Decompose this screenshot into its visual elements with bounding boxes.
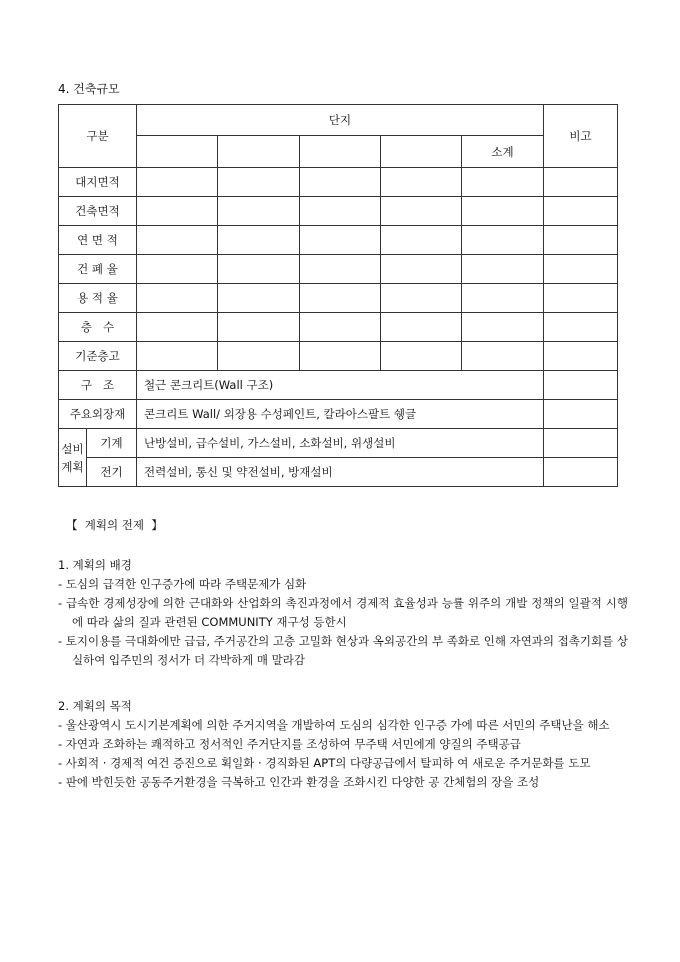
equipment-label <box>59 429 87 487</box>
purpose-title: 2. 계획의 목적 <box>58 699 132 713</box>
row-label: 건 폐 율 <box>59 255 137 284</box>
list-item: - 사회적 · 경제적 여건 증진으로 획일화 · 경직화된 APT의 다량공급에서 탈피하 여 새로운 주거문화를 도모 <box>58 756 591 770</box>
list-item: - 도심의 급격한 인구증가에 따라 주택문제가 심화 <box>58 577 307 591</box>
row-label: 용 적 율 <box>59 284 137 313</box>
blank-cell <box>218 136 300 168</box>
table-row <box>59 226 618 255</box>
background-section <box>58 556 628 670</box>
header-category: 구분 <box>59 105 137 168</box>
header-subtotal: 소계 <box>462 136 544 168</box>
header-complex: 단지 <box>137 105 544 136</box>
finish-label: 주요외장재 <box>59 400 137 429</box>
row-label: 기준층고 <box>59 342 137 371</box>
table-row <box>59 342 618 371</box>
background-title: 1. 계획의 배경 <box>58 558 132 572</box>
blank-cell <box>381 136 462 168</box>
table-row <box>59 313 618 342</box>
list-item: - 울산광역시 도시기본계획에 의한 주거지역을 개발하여 도심의 심각한 인구증 가에 따른 서민의 주택난을 해소 <box>58 718 610 732</box>
table-row <box>59 429 618 458</box>
table-row <box>59 400 618 429</box>
elec-value: 전력설비, 통신 및 약전설비, 방재설비 <box>137 458 544 487</box>
structure-label: 구 조 <box>59 371 137 400</box>
blank-cell <box>300 136 381 168</box>
building-scale-table <box>58 104 618 487</box>
section-title: 4. 건축규모 <box>58 82 120 96</box>
list-item: - 급속한 경제성장에 의한 근대화와 산업화의 촉진과정에서 경제적 효율성과 능률 위주의 개발 정책의 일괄적 시행에 따라 삶의 질과 관련된 COMMUNITY 재구성 등한시 <box>58 596 628 629</box>
table-row <box>59 255 618 284</box>
list-item: - 판에 박힌듯한 공동주거환경을 극복하고 인간과 환경을 조화시킨 다양한 공 간체험의 장을 조성 <box>58 775 540 789</box>
structure-value: 철근 콘크리트(Wall 구조) <box>137 371 544 400</box>
table-row <box>59 284 618 313</box>
row-label: 층 수 <box>59 313 137 342</box>
purpose-section <box>58 697 628 792</box>
row-label: 건축면적 <box>59 197 137 226</box>
equipment-label-line2: 계획 <box>61 459 84 474</box>
list-item: - 자연과 조화하는 쾌적하고 정서적인 주거단지를 조성하여 무주택 서민에게 양질의 주택공급 <box>58 737 521 751</box>
equipment-label-line1: 설비 <box>61 441 84 456</box>
list-item: - 토지이용를 극대화에만 급급, 주거공간의 고층 고밀화 현상과 옥외공간의 부 족화로 인해 자연과의 접촉기회를 상실하여 입주민의 정서가 더 각박하게 매 말라감 <box>58 634 628 667</box>
table-row <box>59 458 618 487</box>
table-row <box>59 371 618 400</box>
finish-value: 콘크리트 Wall/ 외장용 수성페인트, 칼라아스팔트 쉥글 <box>137 400 544 429</box>
table-row <box>59 168 618 197</box>
table-row <box>59 197 618 226</box>
row-label: 연 면 적 <box>59 226 137 255</box>
mech-label: 기계 <box>87 429 137 458</box>
mech-value: 난방설비, 급수설비, 가스설비, 소화설비, 위생설비 <box>137 429 544 458</box>
header-remark: 비고 <box>544 105 618 168</box>
blank-cell <box>137 136 218 168</box>
elec-label: 전기 <box>87 458 137 487</box>
row-label: 대지면적 <box>59 168 137 197</box>
premise-title: 【 계획의 전제 】 <box>66 518 163 532</box>
